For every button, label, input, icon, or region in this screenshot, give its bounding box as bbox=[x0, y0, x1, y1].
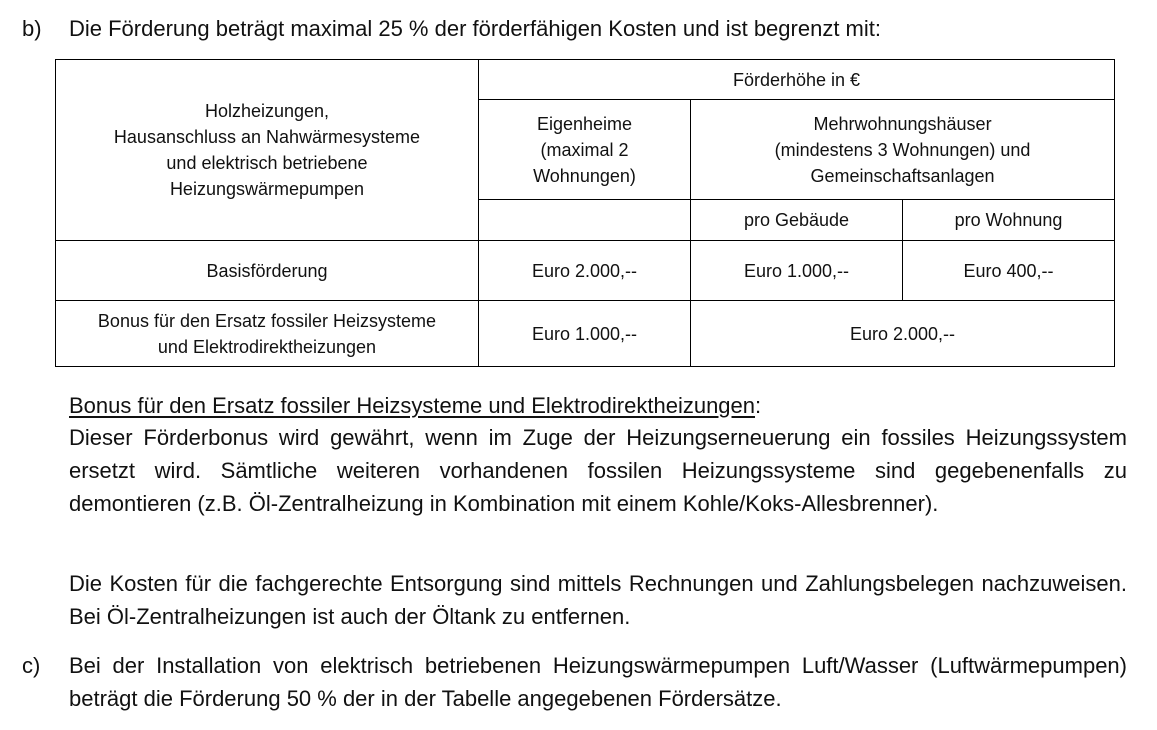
row-label-line: und Elektrodirektheizungen bbox=[157, 336, 377, 357]
value-cell: Euro 1.000,-- bbox=[691, 240, 903, 301]
per-apartment-header-cell: pro Wohnung bbox=[903, 200, 1115, 240]
column-header-line: (mindestens 3 Wohnungen) und bbox=[774, 139, 1031, 160]
value-cell: Euro 2.000,-- bbox=[691, 301, 1115, 367]
row-header-line: Holzheizungen, bbox=[204, 100, 330, 121]
row-header-line: Heizungswärmepumpen bbox=[169, 178, 365, 199]
row-label-cell bbox=[56, 301, 479, 367]
column-header-line: Mehrwohnungshäuser bbox=[813, 113, 992, 134]
value-cell: Euro 400,-- bbox=[903, 240, 1115, 301]
multi-family-header-cell bbox=[691, 100, 1115, 200]
table-row bbox=[56, 60, 1115, 100]
column-header-line: (maximal 2 bbox=[540, 139, 629, 160]
single-family-header-cell bbox=[479, 100, 691, 200]
list-marker-c: c) bbox=[22, 653, 41, 678]
row-header-cell bbox=[56, 60, 479, 241]
item-b-text: Die Förderung beträgt maximal 25 % der förderfähigen Kosten und ist begrenzt mit: bbox=[69, 16, 881, 41]
bonus-paragraph-2: Die Kosten für die fachgerechte Entsorgung sind mittels Rechnungen und Zahlungsbelegen nachzuweisen. Bei Öl-Zentralheizungen ist auch der Öltank zu entfernen. bbox=[69, 571, 1127, 629]
list-marker-b: b) bbox=[22, 16, 42, 41]
column-header-line: Gemeinschaftsanlagen bbox=[810, 165, 995, 186]
column-header-line: Wohnungen) bbox=[533, 165, 636, 186]
row-label-line: Bonus für den Ersatz fossiler Heizsysteme bbox=[97, 310, 437, 331]
item-c-text: Bei der Installation von elektrisch betriebenen Heizungswärmepumpen Luft/Wasser (Luftwärmepumpen) beträgt die Förderung 50 % der in der Tabelle angegebenen Fördersätze. bbox=[69, 653, 1127, 711]
row-label-cell bbox=[56, 240, 479, 301]
bonus-title-text: Bonus für den Ersatz fossiler Heizsysteme und Elektrodirektheizungen bbox=[69, 393, 756, 418]
bonus-paragraph-1: Dieser Förderbonus wird gewährt, wenn im Zuge der Heizungserneuerung ein fossiles Heizungssystem ersetzt wird. Sämtliche weiteren vorhandenen fossilen Heizungssysteme sind gegebenenfalls zu demontieren (z.B. Öl-Zentralheizung in Kombination mit einem Kohle/Koks-Allesbrenner). bbox=[69, 425, 1127, 516]
table-row bbox=[56, 240, 1115, 301]
column-header-line: Eigenheime bbox=[536, 113, 633, 134]
funding-table bbox=[55, 59, 1115, 367]
row-header-line: Hausanschluss an Nahwärmesysteme bbox=[113, 126, 421, 147]
value-cell: Euro 1.000,-- bbox=[479, 301, 691, 367]
row-label-line: Basisförderung bbox=[206, 260, 328, 281]
amount-header-cell: Förderhöhe in € bbox=[479, 60, 1115, 100]
bonus-title-suffix: : bbox=[755, 393, 762, 418]
row-header-line: und elektrisch betriebene bbox=[166, 152, 368, 173]
table-row bbox=[56, 301, 1115, 367]
empty-cell bbox=[479, 200, 691, 240]
per-building-header-cell: pro Gebäude bbox=[691, 200, 903, 240]
value-cell: Euro 2.000,-- bbox=[479, 240, 691, 301]
bonus-section-title bbox=[69, 389, 1127, 422]
